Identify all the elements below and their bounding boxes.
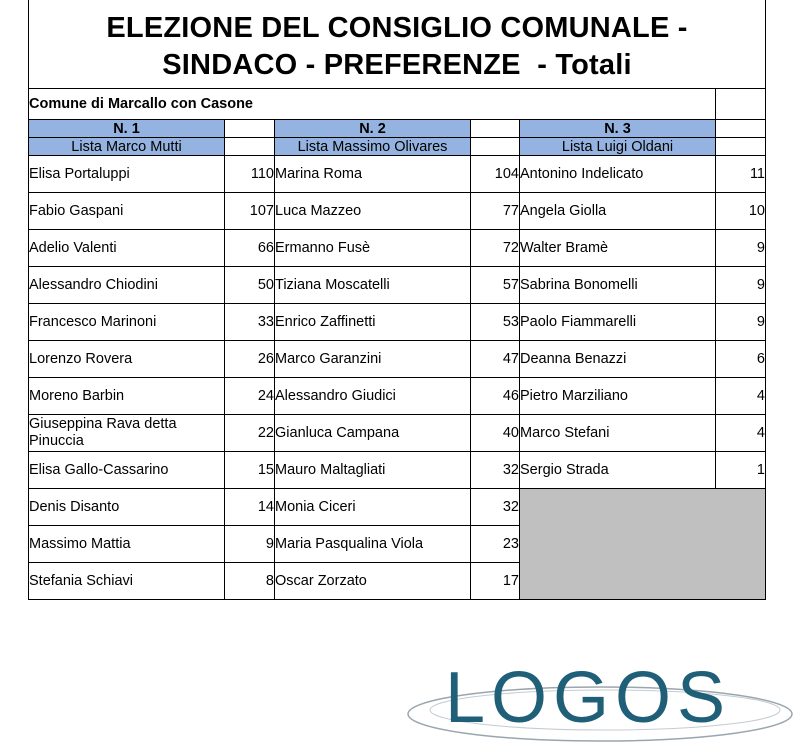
candidate-votes: 23 xyxy=(471,526,520,563)
candidate-name: Sergio Strada xyxy=(520,452,716,489)
candidate-name: Adelio Valenti xyxy=(29,230,225,267)
candidate-name: Monia Ciceri xyxy=(275,489,471,526)
table-row xyxy=(29,415,766,452)
candidate-name: Marco Stefani xyxy=(520,415,716,452)
candidate-name: Paolo Fiammarelli xyxy=(520,304,716,341)
table-row xyxy=(29,267,766,304)
candidate-votes: 66 xyxy=(225,230,275,267)
candidate-name: Maria Pasqualina Viola xyxy=(275,526,471,563)
candidate-votes: 32 xyxy=(471,489,520,526)
list-3-name: Lista Luigi Oldani xyxy=(520,138,716,156)
title-box xyxy=(28,0,766,88)
candidate-votes: 57 xyxy=(471,267,520,304)
candidate-name: Alessandro Giudici xyxy=(275,378,471,415)
candidate-name: Pietro Marziliano xyxy=(520,378,716,415)
candidate-votes: 33 xyxy=(225,304,275,341)
candidate-votes: 9 xyxy=(716,267,766,304)
logos-logo xyxy=(405,650,800,751)
candidate-name: Luca Mazzeo xyxy=(275,193,471,230)
candidate-votes: 9 xyxy=(225,526,275,563)
candidate-name: Sabrina Bonomelli xyxy=(520,267,716,304)
candidate-votes: 53 xyxy=(471,304,520,341)
candidate-name: Marina Roma xyxy=(275,156,471,193)
candidate-votes: 6 xyxy=(716,341,766,378)
candidate-votes: 46 xyxy=(471,378,520,415)
candidate-votes: 50 xyxy=(225,267,275,304)
table-row xyxy=(29,156,766,193)
list-1-number: N. 1 xyxy=(29,120,225,138)
candidate-name: Ermanno Fusè xyxy=(275,230,471,267)
candidate-votes: 11 xyxy=(716,156,766,193)
candidate-votes: 17 xyxy=(471,563,520,600)
candidate-name: Massimo Mattia xyxy=(29,526,225,563)
candidate-votes: 40 xyxy=(471,415,520,452)
candidate-votes: 9 xyxy=(716,304,766,341)
candidate-name: Enrico Zaffinetti xyxy=(275,304,471,341)
comune-row xyxy=(29,89,766,120)
table-row xyxy=(29,378,766,415)
candidate-votes: 10 xyxy=(716,193,766,230)
table-row xyxy=(29,341,766,378)
candidate-name: Elisa Portaluppi xyxy=(29,156,225,193)
blank-cell xyxy=(471,120,520,138)
table-row xyxy=(29,304,766,341)
list-2-name: Lista Massimo Olivares xyxy=(275,138,471,156)
candidate-votes: 4 xyxy=(716,415,766,452)
table-row xyxy=(29,193,766,230)
candidate-name: Stefania Schiavi xyxy=(29,563,225,600)
candidate-name: Gianluca Campana xyxy=(275,415,471,452)
list-number-row xyxy=(29,120,766,138)
list-name-row xyxy=(29,138,766,156)
candidate-name: Fabio Gaspani xyxy=(29,193,225,230)
candidate-votes: 4 xyxy=(716,378,766,415)
candidate-votes: 107 xyxy=(225,193,275,230)
table-row xyxy=(29,230,766,267)
candidate-name: Angela Giolla xyxy=(520,193,716,230)
candidate-votes: 110 xyxy=(225,156,275,193)
list-3-number: N. 3 xyxy=(520,120,716,138)
table-row xyxy=(29,452,766,489)
candidate-name: Walter Bramè xyxy=(520,230,716,267)
blank-cell xyxy=(471,138,520,156)
blank-cell xyxy=(716,89,766,120)
candidate-votes: 26 xyxy=(225,341,275,378)
logo-text: LOGOS xyxy=(445,658,732,738)
candidate-name: Deanna Benazzi xyxy=(520,341,716,378)
list-1-name: Lista Marco Mutti xyxy=(29,138,225,156)
table-row xyxy=(29,489,766,526)
blank-cell xyxy=(225,138,275,156)
candidate-votes: 72 xyxy=(471,230,520,267)
candidate-votes: 47 xyxy=(471,341,520,378)
page-title-line-1: ELEZIONE DEL CONSIGLIO COMUNALE - xyxy=(106,12,688,44)
blank-cell xyxy=(225,120,275,138)
candidate-name: Marco Garanzini xyxy=(275,341,471,378)
blank-cell xyxy=(716,138,766,156)
empty-grey-cell xyxy=(520,489,766,600)
candidate-votes: 32 xyxy=(471,452,520,489)
candidate-name: Giuseppina Rava detta Pinuccia xyxy=(29,415,225,452)
candidate-name: Alessandro Chiodini xyxy=(29,267,225,304)
candidate-votes: 8 xyxy=(225,563,275,600)
results-table xyxy=(28,88,766,600)
candidate-name: Francesco Marinoni xyxy=(29,304,225,341)
candidate-votes: 14 xyxy=(225,489,275,526)
candidate-name: Tiziana Moscatelli xyxy=(275,267,471,304)
candidate-name: Elisa Gallo-Cassarino xyxy=(29,452,225,489)
list-2-number: N. 2 xyxy=(275,120,471,138)
candidate-votes: 15 xyxy=(225,452,275,489)
candidate-votes: 1 xyxy=(716,452,766,489)
candidate-votes: 24 xyxy=(225,378,275,415)
candidate-votes: 9 xyxy=(716,230,766,267)
candidate-name: Antonino Indelicato xyxy=(520,156,716,193)
candidate-name: Lorenzo Rovera xyxy=(29,341,225,378)
candidate-votes: 104 xyxy=(471,156,520,193)
comune-label: Comune di Marcallo con Casone xyxy=(29,89,716,120)
candidate-name: Denis Disanto xyxy=(29,489,225,526)
candidate-name: Mauro Maltagliati xyxy=(275,452,471,489)
candidate-name: Oscar Zorzato xyxy=(275,563,471,600)
page-title-line-2: SINDACO - PREFERENZE - Totali xyxy=(162,49,632,81)
blank-cell xyxy=(716,120,766,138)
candidate-votes: 22 xyxy=(225,415,275,452)
candidate-votes: 77 xyxy=(471,193,520,230)
candidate-name: Moreno Barbin xyxy=(29,378,225,415)
